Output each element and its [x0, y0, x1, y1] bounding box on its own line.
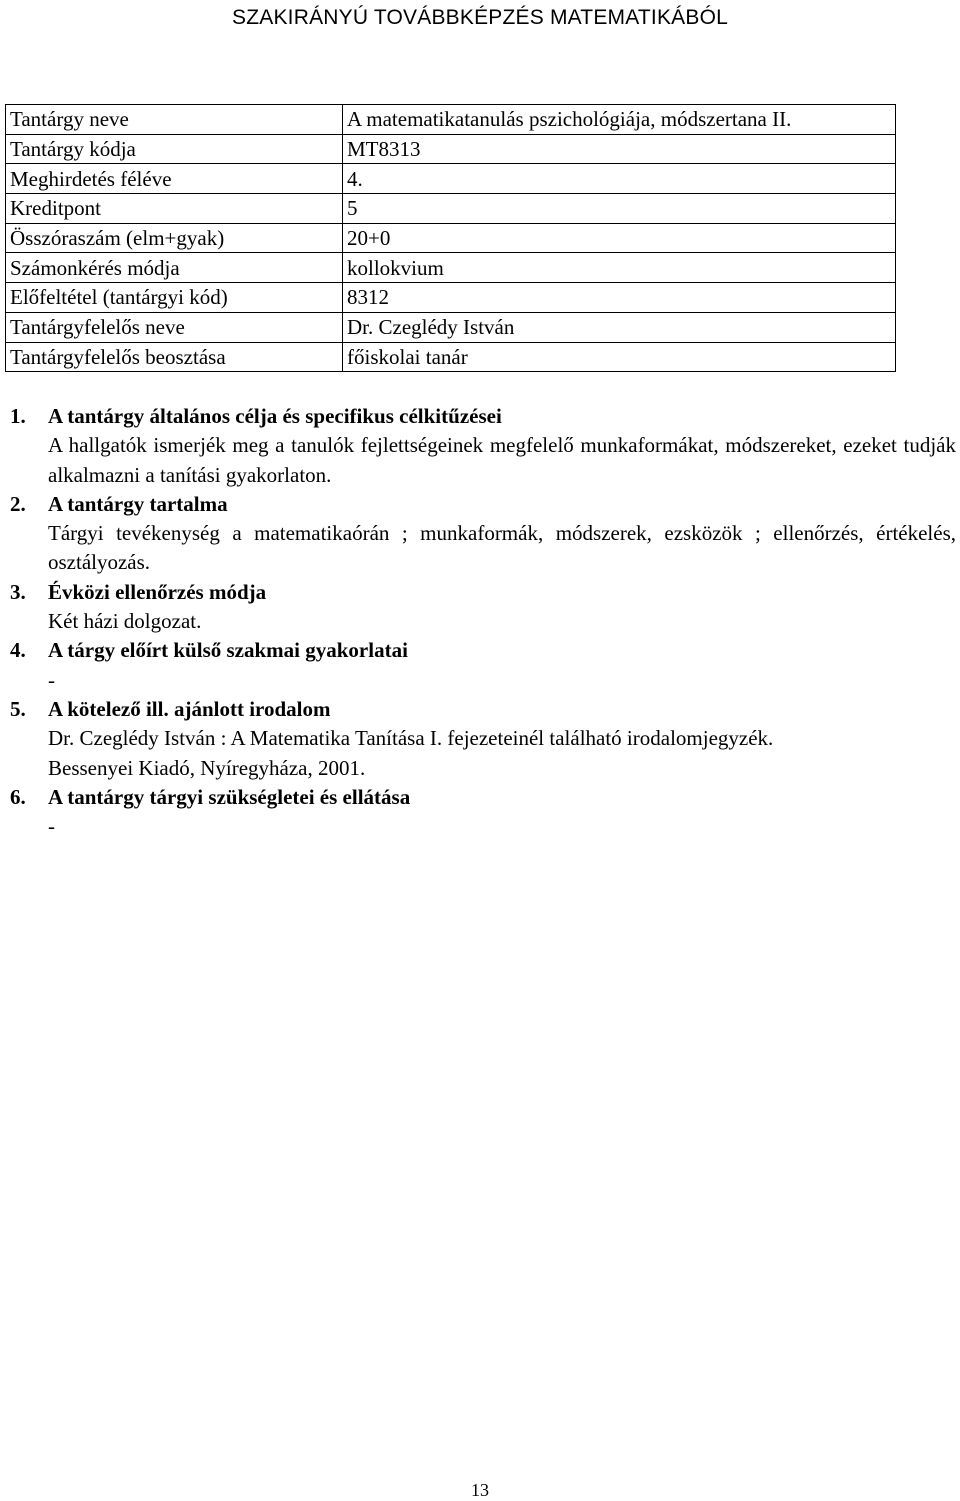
- row-value: 4.: [343, 164, 896, 194]
- section-text: Két házi dolgozat.: [48, 609, 202, 634]
- row-value: 20+0: [343, 223, 896, 253]
- section-title: A kötelező ill. ajánlott irodalom: [48, 696, 331, 721]
- row-label: Számonkérés módja: [6, 253, 343, 283]
- table-row: [6, 223, 896, 253]
- section-heading: [10, 490, 956, 519]
- row-label: Tantárgy neve: [6, 105, 343, 135]
- section-title: A tárgy előírt külső szakmai gyakorlatai: [48, 638, 408, 663]
- row-label: Tantárgyfelelős beosztása: [6, 342, 343, 372]
- section-title: Évközi ellenőrzés módja: [48, 579, 267, 604]
- table-row: [6, 253, 896, 283]
- section-text: Bessenyei Kiadó, Nyíregyháza, 2001.: [48, 755, 366, 780]
- section-objectives: [10, 402, 956, 490]
- section-requirements: [10, 783, 956, 842]
- section-heading: [10, 695, 956, 724]
- row-label: Kreditpont: [6, 194, 343, 224]
- page-number: 13: [471, 1480, 489, 1500]
- row-value: A matematikatanulás pszichológiája, módszertana II.: [343, 105, 896, 135]
- table-row: [6, 342, 896, 372]
- table-row: [6, 134, 896, 164]
- course-info-table: [5, 104, 896, 372]
- table-row: [6, 283, 896, 313]
- section-title: A tantárgy tartalma: [48, 491, 228, 516]
- section-text: -: [48, 814, 55, 839]
- row-label: Tantárgyfelelős neve: [6, 312, 343, 342]
- section-number: 6.: [10, 784, 26, 809]
- row-value: főiskolai tanár: [343, 342, 896, 372]
- section-text: -: [48, 667, 55, 692]
- course-sections: [10, 402, 956, 841]
- row-value: 8312: [343, 283, 896, 313]
- section-number: 1.: [10, 404, 26, 428]
- table-row: [6, 105, 896, 135]
- page-header: SZAKIRÁNYÚ TOVÁBBKÉPZÉS MATEMATIKÁBÓL: [232, 6, 728, 29]
- section-number: 3.: [10, 579, 26, 604]
- section-number: 2.: [10, 491, 26, 516]
- section-heading: [10, 636, 956, 665]
- row-label: Meghirdetés féléve: [6, 164, 343, 194]
- section-content: [10, 490, 956, 578]
- row-label: Összóraszám (elm+gyak): [6, 223, 343, 253]
- section-title: A tantárgy általános célja és specifikus célkitűzései: [48, 404, 502, 428]
- section-text: A hallgatók ismerjék meg a tanulók fejlettségeinek megfelelő munkaformákat, módszereket, ezeket tudják alkalmazni a tanítási gyakorlaton.: [48, 433, 956, 487]
- section-literature: [10, 695, 956, 783]
- table-row: [6, 194, 896, 224]
- section-number: 5.: [10, 696, 26, 721]
- section-heading: [10, 402, 956, 431]
- section-practice: [10, 636, 956, 695]
- row-label: Előfeltétel (tantárgyi kód): [6, 283, 343, 313]
- row-value: kollokvium: [343, 253, 896, 283]
- section-text: Dr. Czeglédy István : A Matematika Tanítása I. fejezeteinél található irodalomjegyzék.: [48, 726, 774, 751]
- row-value: 5: [343, 194, 896, 224]
- table-row: [6, 312, 896, 342]
- section-title: A tantárgy tárgyi szükségletei és ellátása: [48, 784, 411, 809]
- table-row: [6, 164, 896, 194]
- row-value: MT8313: [343, 134, 896, 164]
- row-label: Tantárgy kódja: [6, 134, 343, 164]
- section-assessment: [10, 578, 956, 637]
- section-text: Tárgyi tevékenység a matematikaórán ; munkaformák, módszerek, ezsközök ; ellenőrzés, értékelés, osztályozás.: [48, 521, 956, 575]
- row-value: Dr. Czeglédy István: [343, 312, 896, 342]
- section-heading: [10, 783, 956, 812]
- section-number: 4.: [10, 638, 26, 663]
- section-heading: [10, 578, 956, 607]
